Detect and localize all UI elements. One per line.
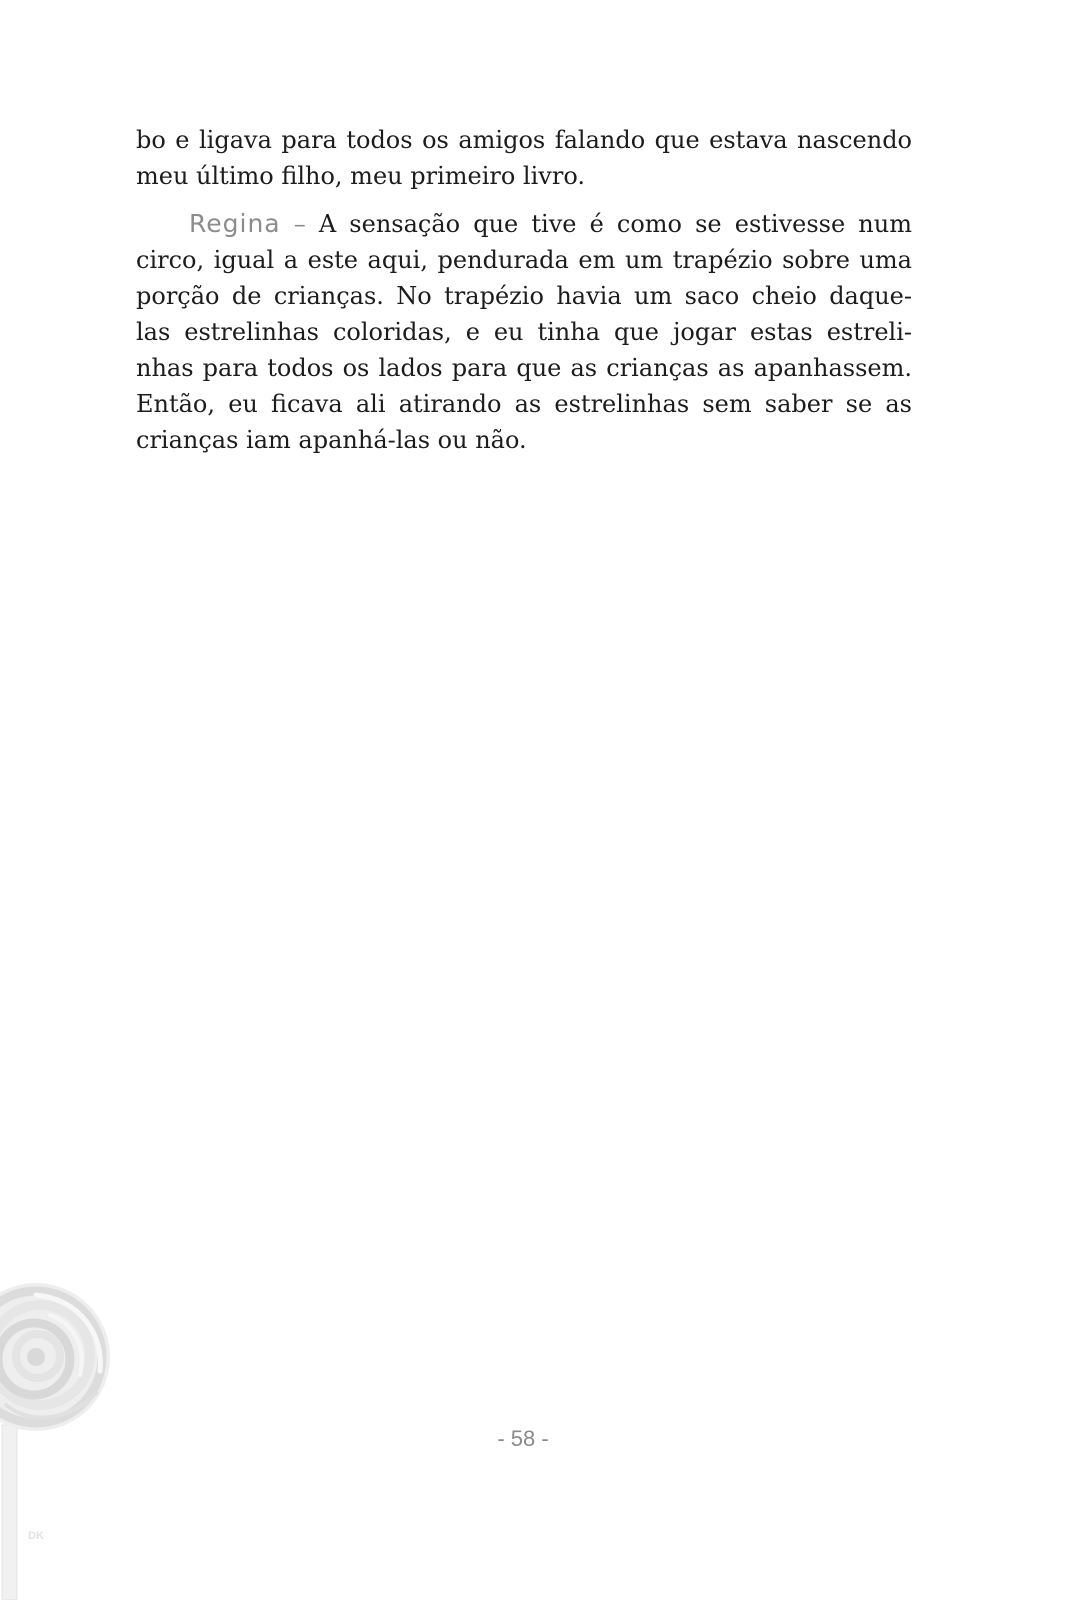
text-line-content: A sensação que tive é como se estivesse num bbox=[318, 210, 912, 238]
text-line: circo, igual a este aqui, pendurada em um trapézio sobre uma bbox=[136, 246, 912, 274]
text-line-with-speaker bbox=[136, 206, 912, 242]
text-line: porção de crianças. No trapézio havia um saco cheio daque- bbox=[136, 282, 912, 310]
text-line: las estrelinhas coloridas, e eu tinha que jogar estas estreli- bbox=[136, 318, 912, 346]
page-number: - 58 - bbox=[497, 1426, 549, 1451]
text-line: meu último filho, meu primeiro livro. bbox=[136, 162, 585, 190]
body-text bbox=[136, 122, 912, 458]
text-line: crianças iam apanhá-las ou não. bbox=[136, 426, 527, 454]
speaker-name: Regina bbox=[189, 209, 281, 238]
watermark-logo: DK bbox=[28, 1530, 44, 1542]
text-line: Então, eu ficava ali atirando as estrelinhas sem saber se as bbox=[136, 390, 912, 418]
paragraph-continuation bbox=[136, 122, 912, 194]
text-line: nhas para todos os lados para que as crianças as apanhassem. bbox=[136, 354, 912, 382]
speaker-dash: – bbox=[293, 210, 306, 238]
paragraph-regina bbox=[136, 206, 912, 458]
text-line: bo e ligava para todos os amigos falando que estava nascendo bbox=[136, 126, 912, 154]
